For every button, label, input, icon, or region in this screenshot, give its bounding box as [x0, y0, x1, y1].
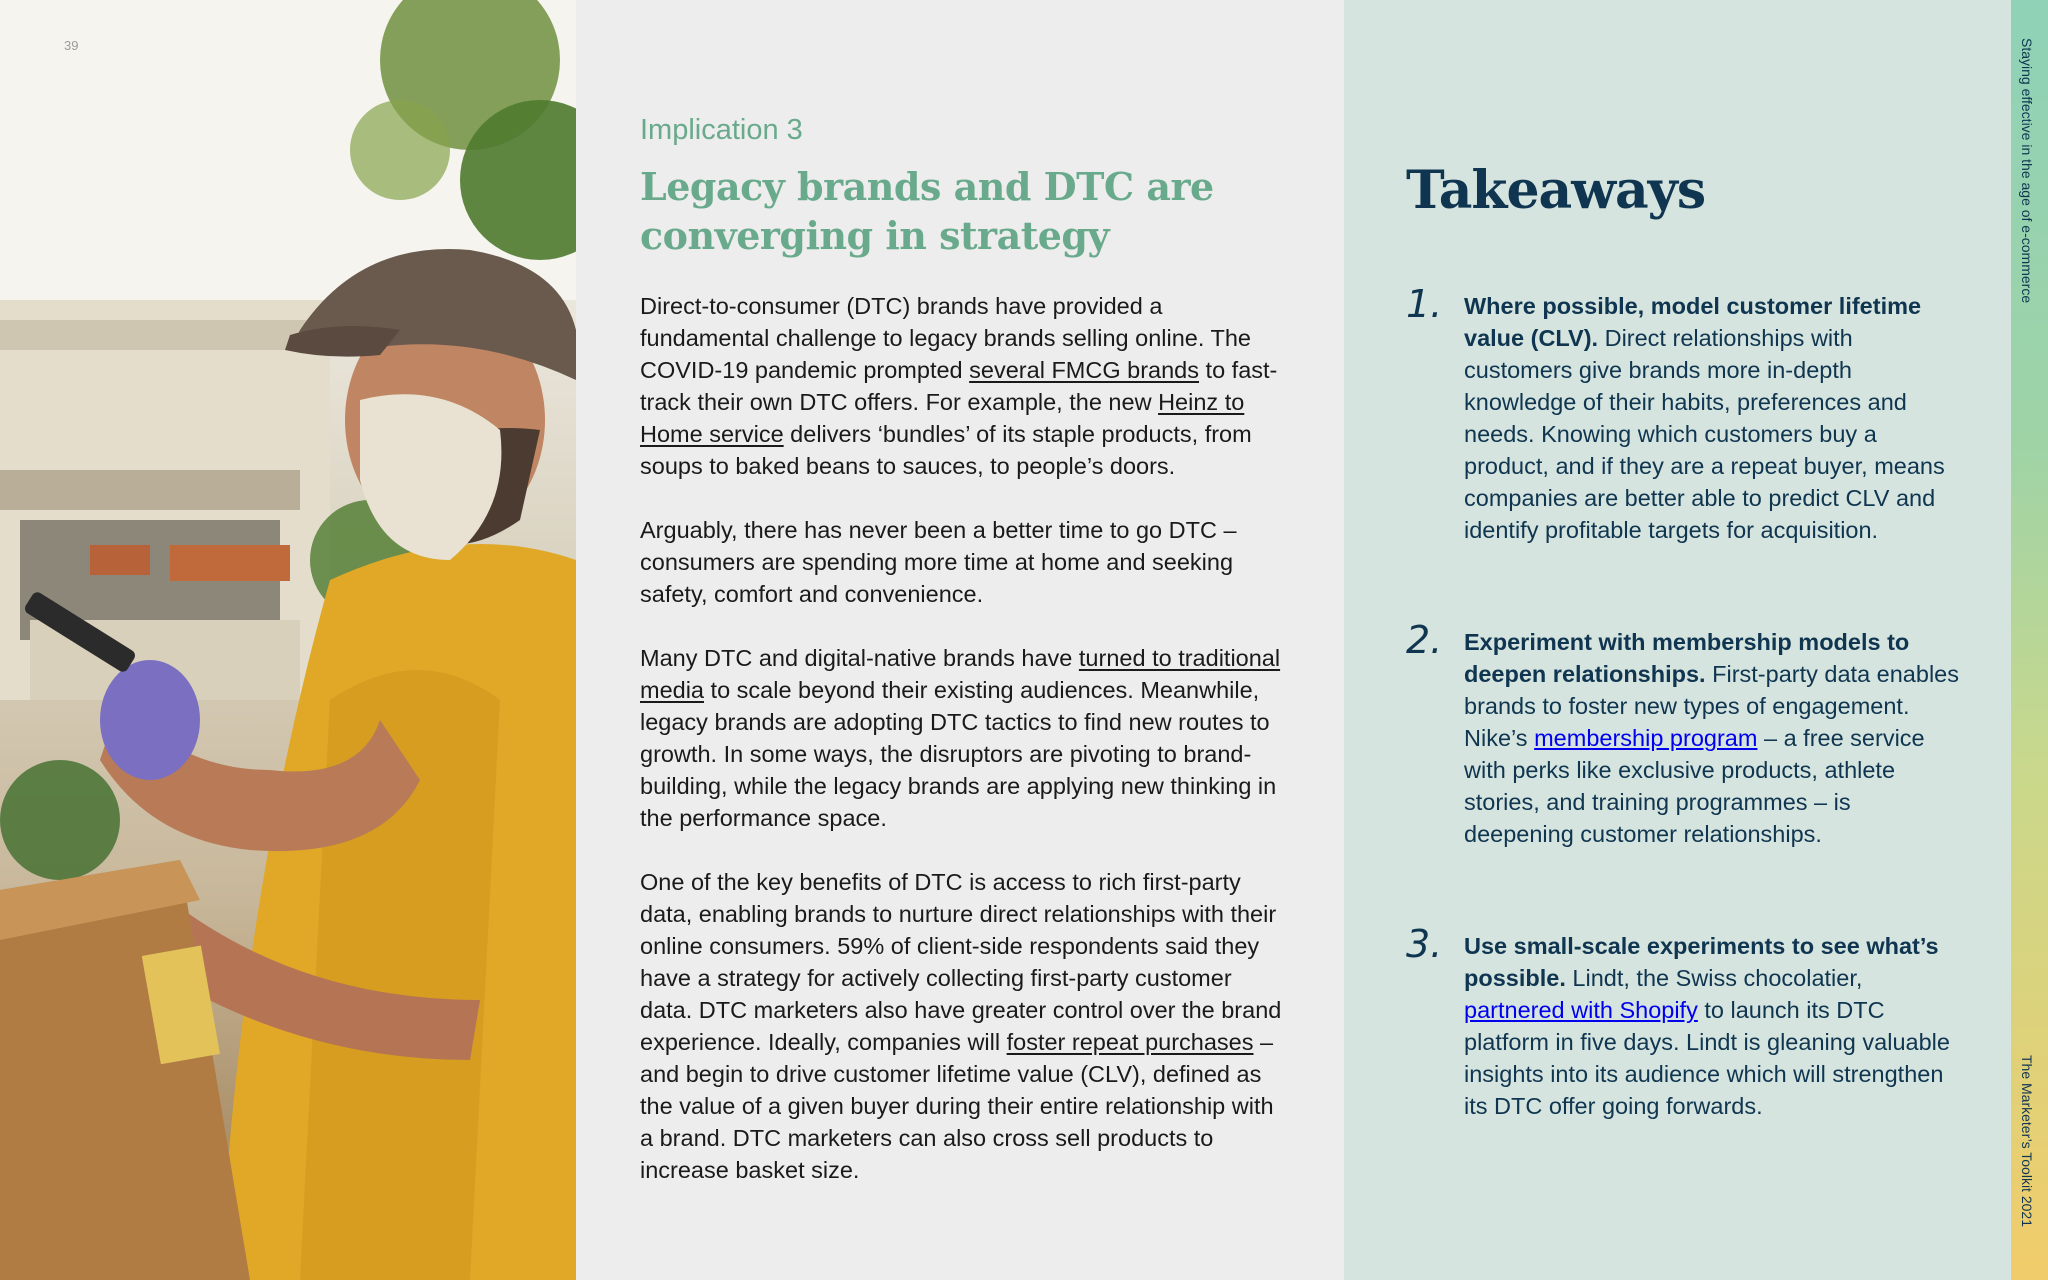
- paragraph-text: One of the key benefits of DTC is access to rich first-party data, enabling brands to nurture direct relationships with their online consumers. 59% of client-side respondents said they have a strategy for actively collecting first-party customer data. DTC marketers also have greater control over the brand experience. Ideally, companies will: [640, 869, 1282, 1055]
- takeaway-lead: Experiment with membership models to deepen relationships.: [1464, 629, 1910, 687]
- paragraph-text: Direct-to-consumer (DTC) brands have provided a fundamental challenge to legacy brands selling online. The COVID-19 pandemic prompted: [640, 293, 1251, 383]
- takeaway-text: [1464, 290, 1966, 546]
- body-paragraph-1: [640, 290, 1290, 482]
- takeaway-item-3: [1406, 922, 1966, 1122]
- takeaway-text: [1464, 930, 1966, 1122]
- takeaway-lead: Where possible, model customer lifetime value (CLV).: [1464, 293, 1922, 351]
- takeaway-body: – a free service with perks like exclusive products, athlete stories, and training programmes – is deepening customer relationships.: [1464, 725, 1925, 847]
- takeaway-text: [1464, 626, 1966, 850]
- link-fmcg-brands[interactable]: several FMCG brands: [969, 357, 1200, 383]
- paragraph-text: delivers ‘bundles’ of its staple products, from soups to baked beans to sauces, to people’s doors.: [640, 421, 1252, 479]
- paragraph-text: Many DTC and digital-native brands have: [640, 645, 1079, 671]
- link-membership-program[interactable]: membership program: [1534, 725, 1758, 751]
- takeaway-body: to launch its DTC platform in five days. Lindt is gleaning valuable insights into its audience which will strengthen its DTC offer going forwards.: [1464, 997, 1950, 1119]
- takeaway-item-2: [1406, 618, 1966, 850]
- takeaway-number: 1.: [1406, 282, 1443, 326]
- takeaway-number: 2.: [1406, 618, 1443, 662]
- takeaways-title: Takeaways: [1406, 160, 1706, 221]
- link-partnered-with-shopify[interactable]: partnered with Shopify: [1464, 997, 1698, 1023]
- paragraph-text: – and begin to drive customer lifetime value (CLV), defined as the value of a given buyer during their entire relationship with a brand. DTC marketers can also cross sell products to increase basket size.: [640, 1029, 1274, 1183]
- body-paragraph-4: [640, 866, 1290, 1186]
- delivery-person-illustration: [0, 0, 576, 1280]
- article-column: [576, 0, 1344, 1280]
- page-number: 39: [64, 38, 79, 53]
- article-body: [640, 290, 1290, 1218]
- paragraph-text: to scale beyond their existing audiences. Meanwhile, legacy brands are adopting DTC tactics to find new routes to growth. In some ways, the disruptors are pivoting to brand-building, while the legacy brands are applying new thinking in the performance space.: [640, 677, 1277, 831]
- link-heinz-to-home[interactable]: Heinz to Home service: [640, 389, 1245, 447]
- body-paragraph-3: [640, 642, 1290, 834]
- paragraph-text: to fast-track their own DTC offers. For example, the new: [640, 357, 1278, 415]
- takeaway-body: First-party data enables brands to foster new types of engagement. Nike’s: [1464, 661, 1959, 751]
- takeaway-body: Lindt, the Swiss chocolatier,: [1565, 965, 1863, 991]
- hero-photo: [0, 0, 576, 1280]
- link-traditional-media[interactable]: turned to traditional media: [640, 645, 1281, 703]
- takeaway-lead: Use small-scale experiments to see what’s possible.: [1464, 933, 1939, 991]
- running-header-title: Staying effective in the age of e-commerce: [2019, 38, 2035, 304]
- article-headline: Legacy brands and DTC are converging in strategy: [640, 164, 1214, 258]
- running-header-publication: The Marketer’s Toolkit 2021: [2019, 1055, 2035, 1227]
- link-foster-repeat-purchases[interactable]: foster repeat purchases: [1006, 1029, 1254, 1055]
- takeaway-body: Direct relationships with customers give brands more in-depth knowledge of their habits, preferences and needs. Knowing which customers buy a product, and if they are a repeat buyer, means companies are better able to predict CLV and identify profitable targets for acquisition.: [1464, 325, 1945, 543]
- section-eyebrow: Implication 3: [640, 114, 803, 146]
- takeaway-item-1: [1406, 282, 1966, 546]
- body-paragraph-2: Arguably, there has never been a better time to go DTC – consumers are spending more time at home and seeking safety, comfort and convenience.: [640, 517, 1237, 607]
- takeaways-panel: [1344, 0, 2011, 1280]
- takeaway-number: 3.: [1406, 922, 1443, 966]
